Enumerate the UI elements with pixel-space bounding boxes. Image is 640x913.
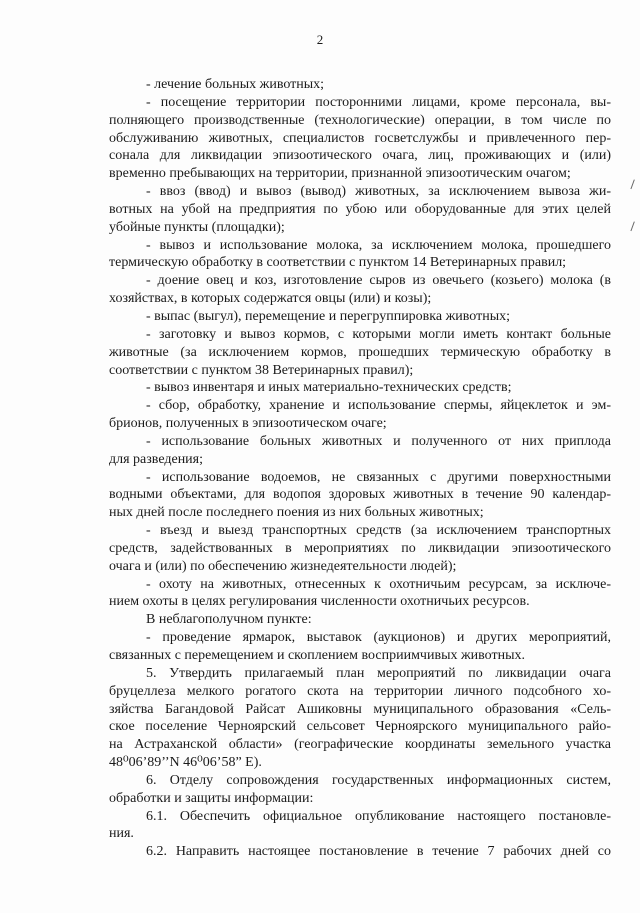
text-line: очага и (или) по обеспечению жизнедеятельности людей);: [109, 558, 457, 574]
document-body: [109, 76, 611, 861]
text-line: водными объектами, для водопоя здоровых животных в течение 90 календар-: [109, 487, 611, 503]
text-line: - доение овец и коз, изготовление сыров из овечьего (козьего) молока (в: [146, 273, 611, 289]
text-line: термическую обработку в соответствии с пунктом 14 Ветеринарных правил;: [109, 255, 567, 271]
text-line: - въезд и выезд транспортных средств (за исключением транспортных: [146, 523, 611, 539]
text-line: - заготовку и вывоз кормов, с которыми могли иметь контакт больные: [146, 326, 611, 342]
text-line: связанных с перемещением и скоплением восприимчивых животных.: [109, 648, 525, 663]
text-line: 6.1. Обеспечить официальное опубликование настоящего постановле-: [146, 808, 611, 824]
text-line: - ввоз (ввод) и вывоз (вывод) животных, за исключением вывоза жи-: [146, 184, 611, 200]
text-line: - использование водоемов, не связанных с другими поверхностными: [146, 469, 611, 485]
text-line: - вывоз инвентаря и иных материально-технических средств;: [146, 380, 512, 396]
text-line: соответствии с пунктом 38 Ветеринарных правил);: [109, 362, 414, 378]
text-line: сонала для ликвидации эпизоотического очага, лиц, проживающих и (или): [109, 148, 611, 164]
margin-mark: [630, 179, 638, 190]
text-line: вотных на убой на предприятия по убою или оборудованные для этих целей: [109, 201, 611, 217]
text-line: 6.2. Направить настоящее постановление в течение 7 рабочих дней со: [146, 844, 611, 860]
text-line: животные (за исключением кормов, прошедших термическую обработку в: [109, 344, 611, 360]
text-line: - сбор, обработку, хранение и использование спермы, яйцеклеток и эм-: [146, 398, 611, 414]
text-line: временно пребывающих на территории, признанной эпизоотическим очагом;: [109, 166, 571, 182]
text-line: бруцеллеза мелкого рогатого скота на территории личного подсобного хо-: [109, 683, 611, 699]
text-line: - охоту на животных, отнесенных к охотничьим ресурсам, за исключе-: [146, 576, 611, 592]
text-line: средств, задействованных в мероприятиях по ликвидации эпизоотического: [109, 540, 611, 556]
text-line: - использование больных животных и полученного от них приплода: [146, 433, 611, 449]
text-line: - проведение ярмарок, выставок (аукционов) и других мероприятий,: [146, 630, 611, 646]
text-line: убойные пункты (площадки);: [109, 219, 285, 235]
text-line: 6. Отделу сопровождения государственных информационных систем,: [146, 772, 611, 788]
text-line: ния.: [109, 826, 134, 842]
text-line: на Астраханской области» (географические координаты земельного участка: [109, 737, 611, 753]
text-line: обслуживанию животных, специалистов госветслужбы и привлеченного пер-: [109, 130, 611, 146]
text-line: ское поселение Черноярский сельсовет Черноярского муниципального райо-: [109, 719, 611, 735]
text-line: брионов, полученных в эпизоотическом очаге;: [109, 416, 387, 432]
text-line: зяйства Багандовой Райсат Ашиковны муниципального образования «Сель-: [109, 701, 611, 717]
text-line: полняющего производственные (технологические) операции, в том числе по: [109, 112, 611, 128]
page-number: 2: [316, 32, 324, 47]
text-line: для разведения;: [109, 451, 204, 467]
text-line: 48⁰06’89’’N 46⁰06’58” E).: [109, 755, 262, 771]
margin-mark: [630, 221, 638, 232]
text-line: хозяйствах, в которых содержатся овцы (или) и козы);: [109, 291, 432, 307]
text-line: - выпас (выгул), перемещение и перегруппировка животных;: [146, 308, 510, 324]
text-line: В неблагополучном пункте:: [146, 612, 312, 628]
text-line: - лечение больных животных;: [146, 77, 325, 92]
text-line: - посещение территории посторонними лицами, кроме персонала, вы-: [146, 94, 611, 110]
text-line: 5. Утвердить прилагаемый план мероприятий по ликвидации очага: [146, 665, 611, 681]
text-line: - вывоз и использование молока, за исключением молока, прошедшего: [146, 237, 611, 253]
text-line: обработки и защиты информации:: [109, 790, 314, 806]
text-line: нием охоты в целях регулирования численности охотничьих ресурсов.: [109, 594, 530, 610]
text-line: ных дней после последнего поения из них больных животных;: [109, 505, 484, 521]
